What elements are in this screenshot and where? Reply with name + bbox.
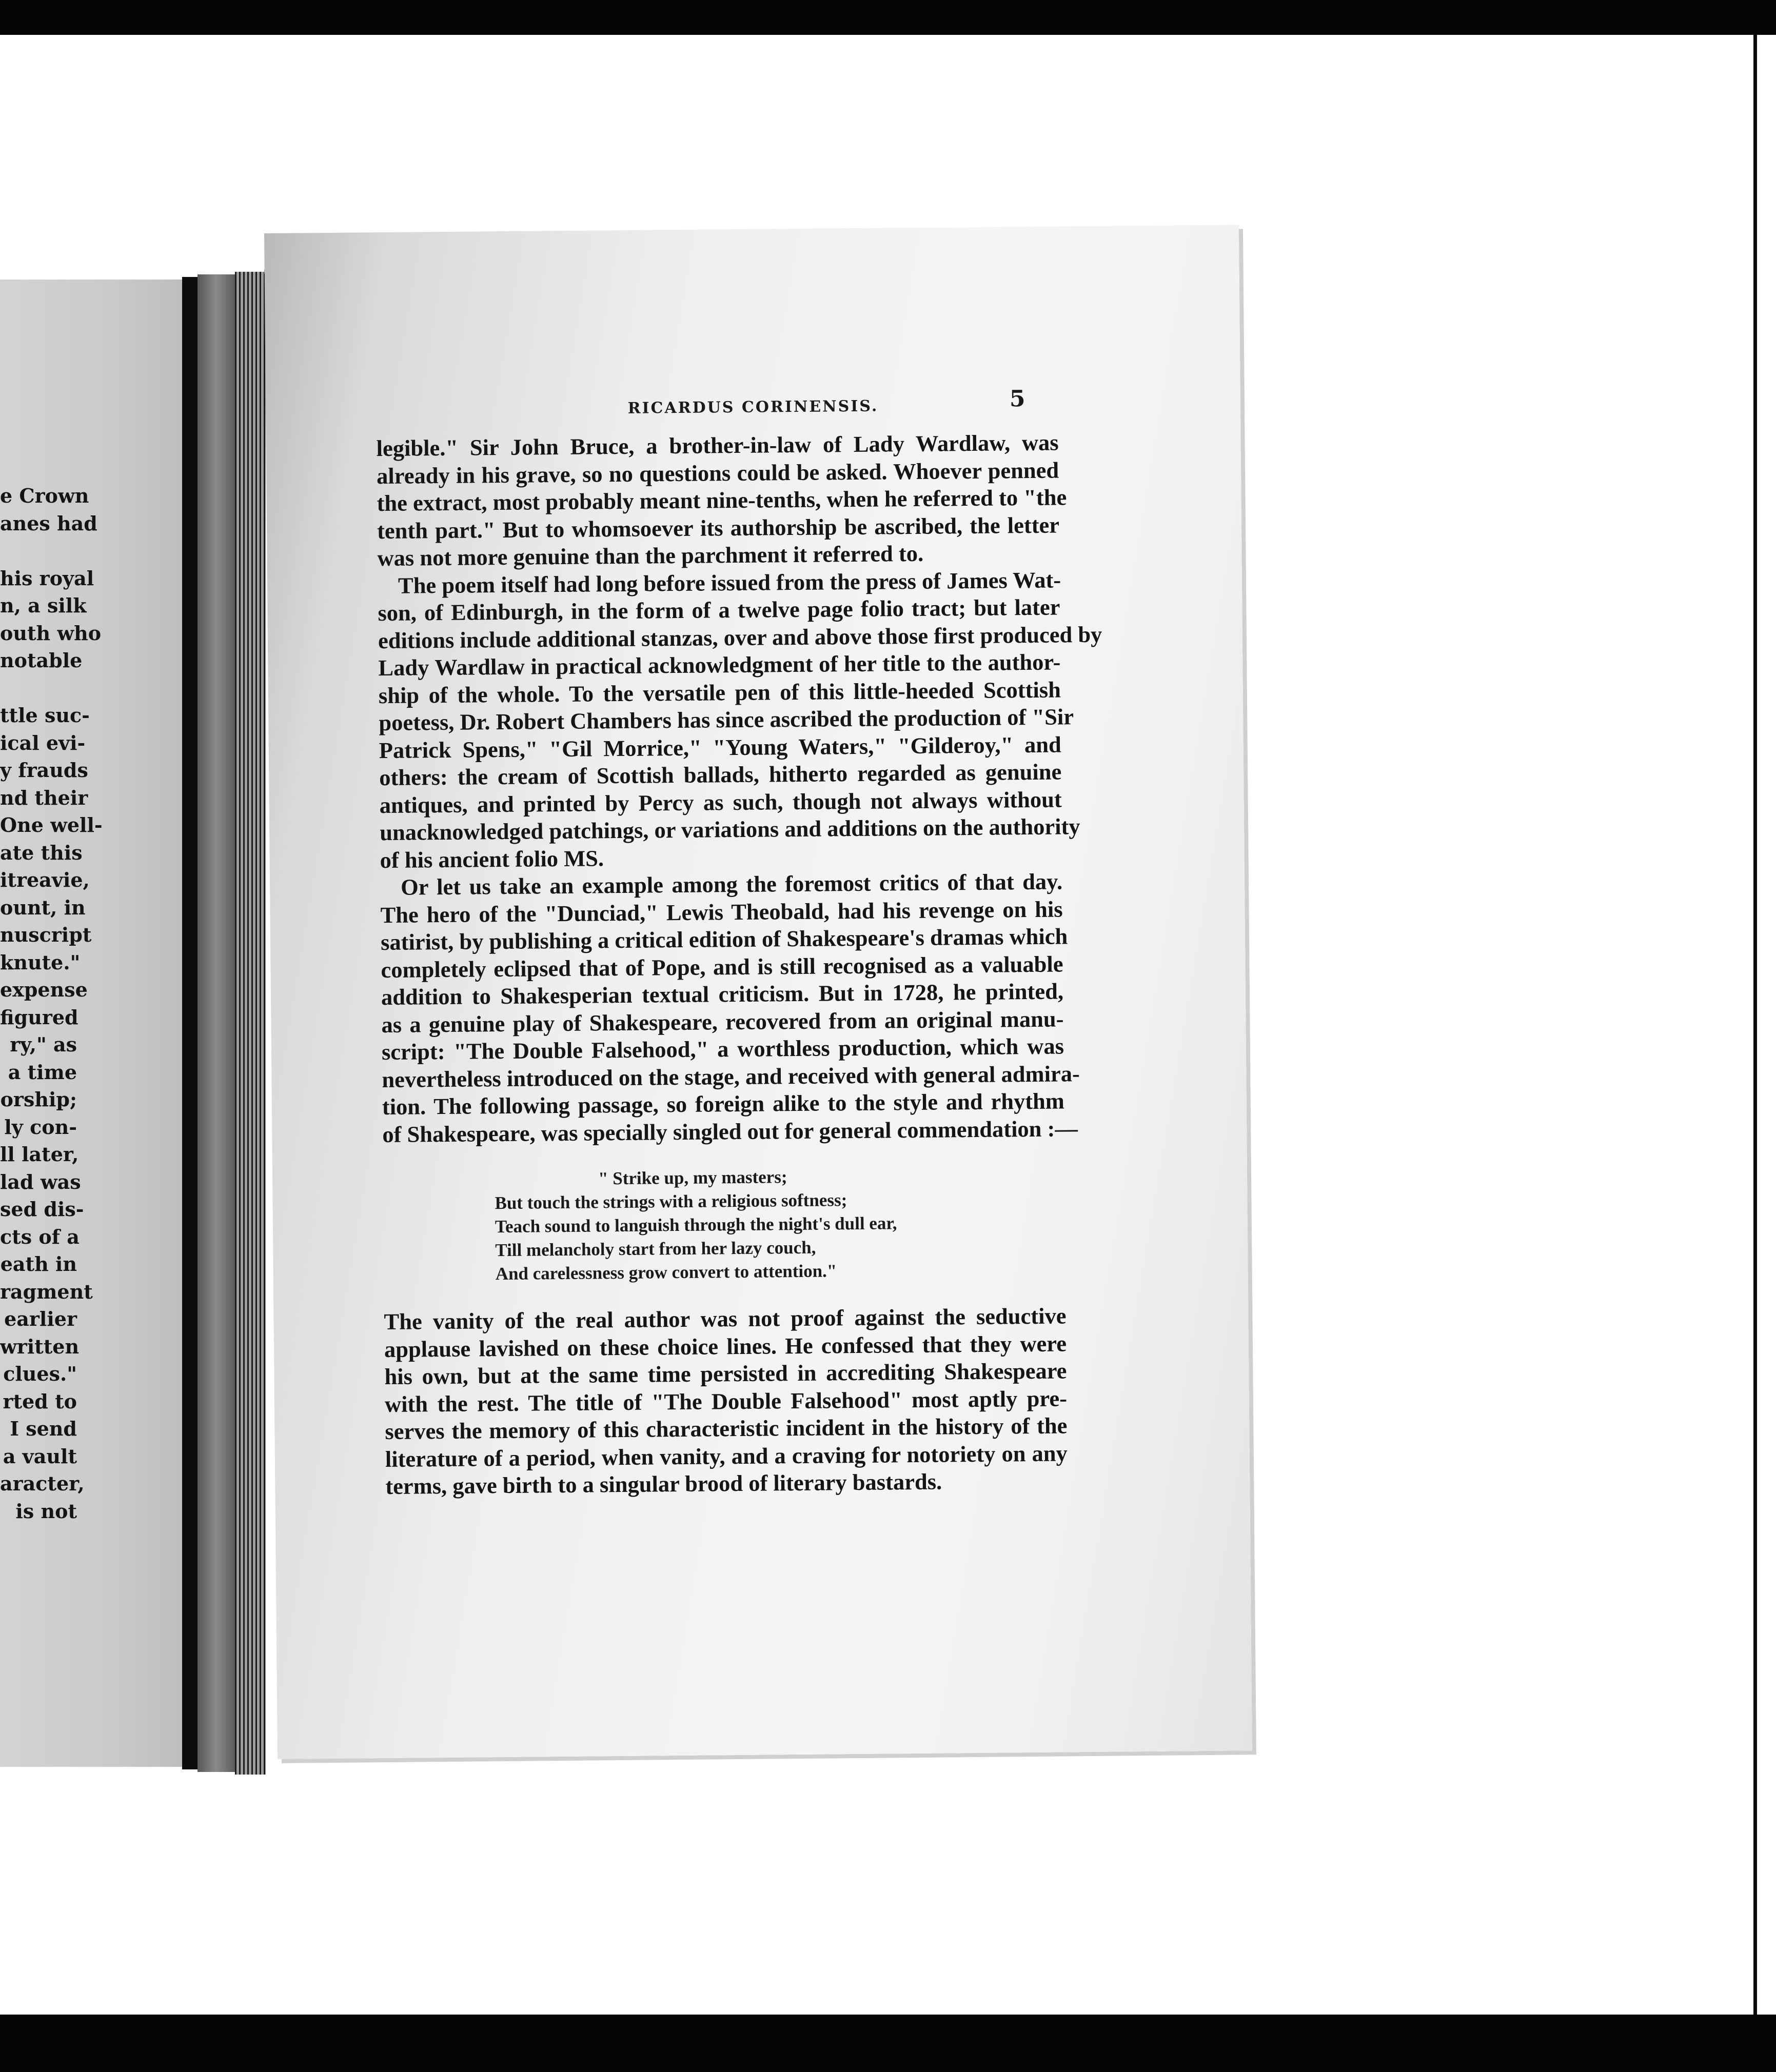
left-page-line: earlier (4, 1307, 77, 1330)
poem-line: Teach sound to languish through the night's dull ear, (495, 1213, 897, 1237)
text-line: with the rest. The title of "The Double Falsehood" most aptly pre- (384, 1385, 1068, 1417)
left-page-line: aracter, (0, 1472, 85, 1495)
left-page-line: expense (0, 978, 88, 1001)
left-page-line: orship; (0, 1088, 77, 1111)
left-page-line: ount, in (0, 895, 86, 919)
scan-frame-top (0, 0, 1776, 35)
left-page-line: itreavie, (0, 868, 90, 891)
text-line: was not more genuine than the parchment it referred to. (377, 540, 924, 571)
text-line: Lady Wardlaw in practical acknowledgment of her title to the author- (378, 649, 1061, 681)
left-page-line: outh who (0, 621, 102, 645)
scan-frame-right-rule (1753, 35, 1757, 2015)
poem-quotation (383, 1163, 1066, 1287)
left-page-line: a vault (3, 1444, 77, 1468)
text-line: as a genuine play of Shakespeare, recovered from an original manu- (381, 1005, 1064, 1038)
text-line: applause lavished on these choice lines. He confessed that they were (384, 1330, 1067, 1362)
poem-line: But touch the strings with a religious softness; (495, 1190, 847, 1213)
left-page (0, 280, 185, 1767)
left-page-line: y frauds (0, 759, 88, 782)
left-page-line: notable (0, 649, 83, 672)
text-line: Or let us take an example among the foremost critics of that day. (400, 868, 1063, 900)
poem-line: Till melancholy start from her lazy couch, (495, 1237, 816, 1261)
text-line: The hero of the "Dunciad," Lewis Theobald, had his revenge on his (380, 895, 1063, 928)
text-line: legible." Sir John Bruce, a brother-in-law of Lady Wardlaw, was (376, 429, 1059, 462)
right-page (264, 225, 1252, 1759)
text-line: serves the memory of this characteristic incident in the history of the (385, 1412, 1068, 1445)
body-text (376, 429, 1102, 1501)
paragraph-2 (378, 566, 1102, 874)
left-page-line: ate this (0, 841, 83, 864)
left-page-line: is not (15, 1499, 77, 1523)
left-page-line: nuscript (0, 923, 92, 946)
left-page-line: ry," as (10, 1033, 77, 1056)
text-line: ship of the whole. To the versatile pen of this little-heeded Scottish (378, 676, 1061, 708)
left-page-line: ical evi- (0, 731, 86, 754)
text-line: The poem itself had long before issued from the press of James Wat- (398, 566, 1061, 599)
text-line: tenth part." But to whomsoever its authorship be ascribed, the letter (377, 511, 1060, 544)
text-line: script: "The Double Falsehood," a worthless production, which was (381, 1033, 1064, 1065)
text-line: completely eclipsed that of Pope, and is still recognised as a valuable (381, 950, 1063, 983)
left-page-line: knute." (0, 950, 81, 974)
text-line: son, of Edinburgh, in the form of a twelve page folio tract; but later (378, 594, 1060, 626)
text-line: antiques, and printed by Percy as such, though not always without (379, 786, 1062, 818)
text-line: others: the cream of Scottish ballads, hitherto regarded as genuine (379, 759, 1062, 791)
left-page-line: eath in (0, 1252, 77, 1276)
left-page-line: rted to (3, 1389, 77, 1413)
text-line: his own, but at the same time persisted in accrediting Shakespeare (384, 1358, 1067, 1390)
text-line: terms, gave birth to a singular brood of literary bastards. (385, 1468, 942, 1500)
left-page-line: anes had (0, 511, 97, 535)
left-page-line: clues." (3, 1362, 77, 1385)
left-page-line: n, a silk (0, 594, 87, 617)
left-page-line: I send (10, 1417, 77, 1440)
binding-edge (235, 272, 266, 1775)
text-line: satirist, by publishing a critical edition of Shakespeare's dramas which (380, 923, 1068, 955)
text-line: of his ancient folio MS. (380, 845, 604, 873)
left-page-line: ragment (0, 1280, 93, 1303)
left-page-line: cts of a (0, 1225, 80, 1248)
page-number: 5 (1009, 386, 1025, 412)
poem-line: And carelessness grow convert to attention." (495, 1261, 837, 1284)
left-page-line: lad was (0, 1170, 81, 1193)
left-page-line: his royal (0, 566, 94, 590)
text-line: The vanity of the real author was not proof against the seductive (384, 1303, 1067, 1335)
text-line: addition to Shakesperian textual criticism. But in 1728, he printed, (381, 978, 1064, 1010)
left-page-line: nd their (0, 786, 88, 809)
left-page-line: e Crown (0, 484, 89, 507)
left-page-line: sed dis- (0, 1198, 84, 1221)
book-spine (182, 277, 198, 1769)
running-head: RICARDUS CORINENSIS. (627, 397, 879, 417)
paragraph-4 (384, 1302, 1068, 1500)
scan-frame-bottom (0, 2015, 1776, 2072)
left-page-line: figured (0, 1005, 78, 1029)
left-page-line: One well- (0, 813, 103, 836)
text-line: already in his grave, so no questions could be asked. Whoever penned (376, 457, 1059, 489)
left-page-line: a time (8, 1060, 77, 1084)
left-page-line (0, 674, 77, 702)
text-line: of Shakespeare, was specially singled out for general commendation :— (382, 1115, 1078, 1147)
paragraph-3 (380, 868, 1080, 1148)
text-line: literature of a period, when vanity, and a craving for notoriety on any (385, 1440, 1068, 1472)
left-page-line: ll later, (0, 1143, 79, 1166)
text-line: Patrick Spens," "Gil Morrice," "Young Waters," "Gilderoy," and (379, 731, 1061, 763)
poem-line: " Strike up, my masters; (598, 1167, 787, 1189)
left-page-line: ly con- (4, 1115, 77, 1139)
left-page-line: written (0, 1334, 80, 1358)
left-page-line: ttle suc- (0, 704, 90, 727)
text-line: editions include additional stanzas, over and above those first produced by (378, 621, 1102, 653)
text-line: unacknowledged patchings, or variations and additions on the authority (379, 813, 1080, 846)
left-page-text (0, 482, 103, 1525)
text-line: the extract, most probably meant nine-tenths, when he referred to "the (377, 484, 1067, 516)
left-page-line (0, 537, 77, 565)
text-line: nevertheless introduced on the stage, and received with general admira- (382, 1060, 1080, 1092)
text-line: tion. The following passage, so foreign alike to the style and rhythm (382, 1088, 1065, 1120)
paragraph-1 (376, 429, 1067, 572)
text-line: poetess, Dr. Robert Chambers has since ascribed the production of "Sir (379, 704, 1074, 736)
